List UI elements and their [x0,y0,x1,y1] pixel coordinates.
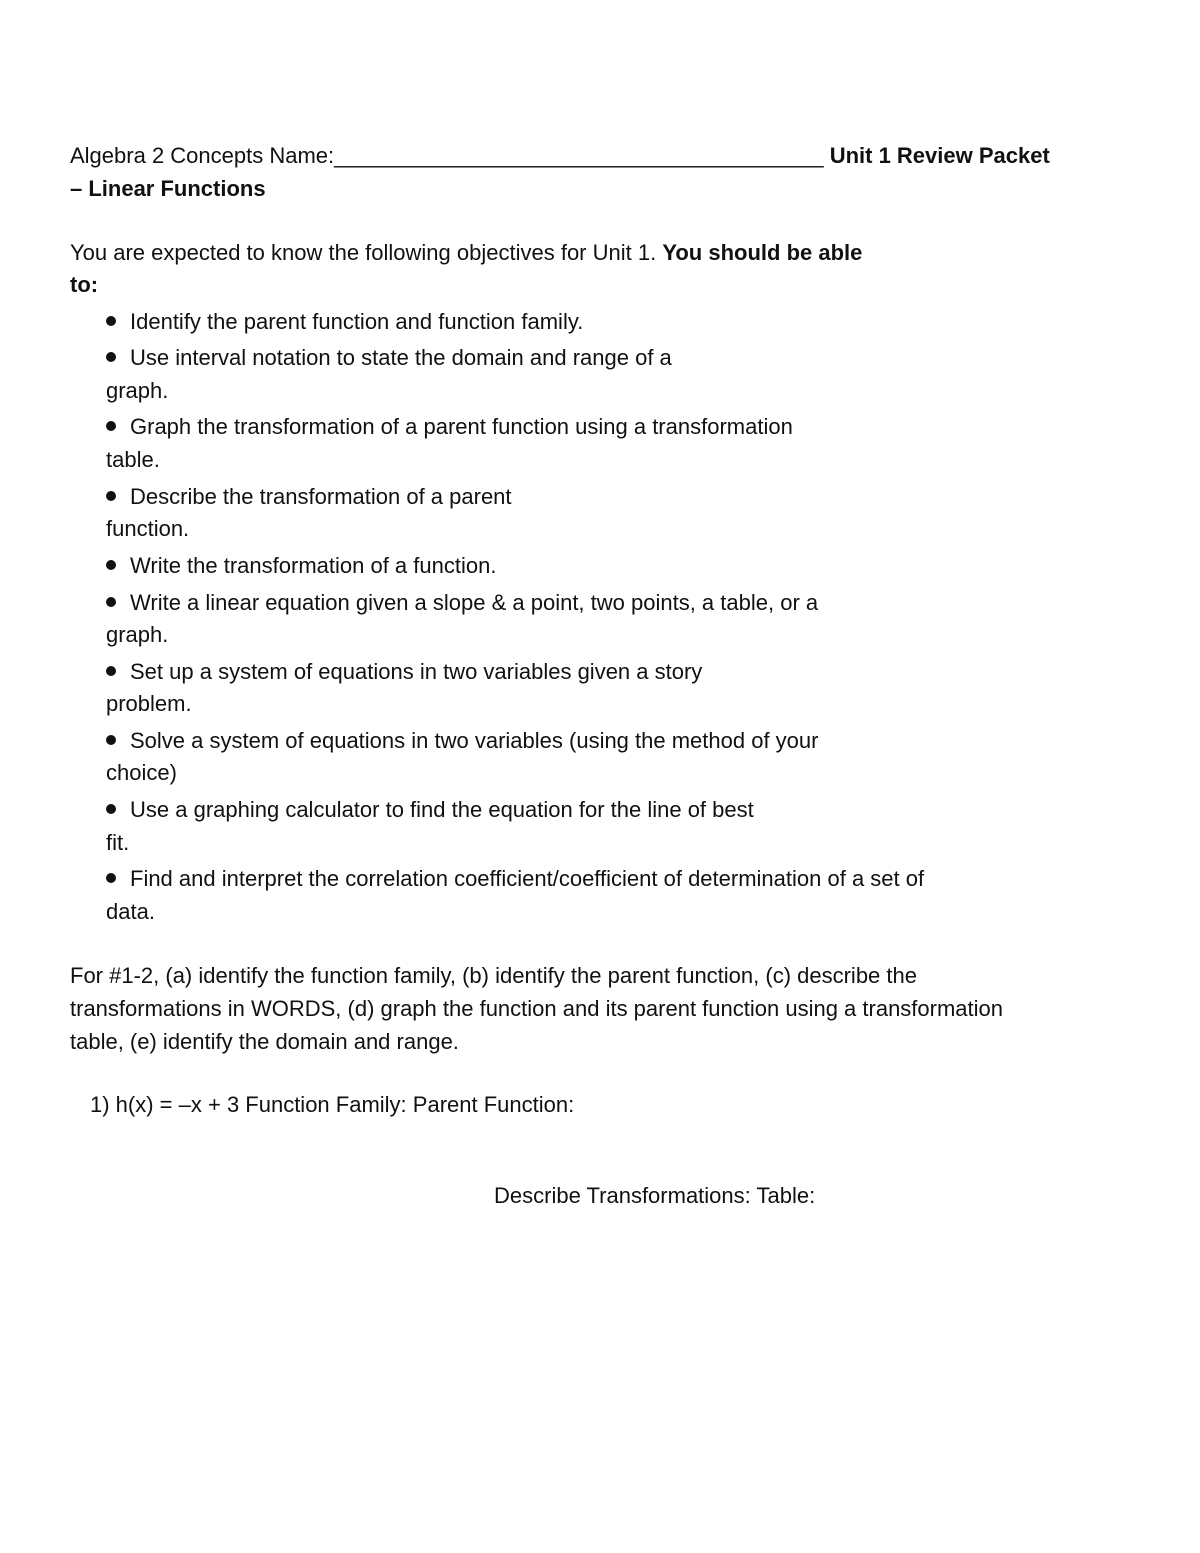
bullet-icon [106,804,116,814]
list-item-continuation: choice) [106,760,177,785]
list-item-continuation: data. [106,899,155,924]
instructions-line: transformations in WORDS, (d) graph the function and its parent function using a transformation [70,996,1004,1021]
packet-subtitle: – Linear Functions [70,176,266,201]
header-line [70,143,1050,169]
list-item: Graph the transformation of a parent function using a transformation [106,414,793,440]
list-item: Describe the transformation of a parent [106,484,512,510]
name-blank: ________________________________________ [334,143,824,168]
list-item-continuation: table. [106,447,160,472]
list-item-continuation: graph. [106,622,169,647]
course-name-label: Algebra 2 Concepts Name: [70,143,335,168]
bullet-icon [106,421,116,431]
list-item: Use interval notation to state the domain and range of a [106,345,672,371]
list-item-continuation: problem. [106,691,192,716]
list-item: Solve a system of equations in two variables (using the method of your [106,728,818,754]
bullet-icon [106,666,116,676]
intro-line [70,240,862,266]
problem-1-subheadings: Describe Transformations: Table: [494,1183,816,1208]
list-item-continuation: graph. [106,378,169,403]
problem-1: 1) h(x) = –x + 3 Function Family: Parent Function: [90,1092,575,1117]
bullet-icon [106,597,116,607]
list-item-continuation: function. [106,516,190,541]
list-item: Find and interpret the correlation coefficient/coefficient of determination of a set of [106,866,924,892]
list-item: Write a linear equation given a slope & a point, two points, a table, or a [106,590,818,616]
bullet-icon [106,560,116,570]
list-item: Write the transformation of a function. [106,553,496,579]
list-item: Identify the parent function and function family. [106,309,583,335]
bullet-icon [106,352,116,362]
intro-text: You are expected to know the following objectives for Unit 1. [70,240,657,265]
bullet-icon [106,491,116,501]
instructions-line: table, (e) identify the domain and range. [70,1029,459,1054]
list-item: Set up a system of equations in two variables given a story [106,659,702,685]
intro-bold-continuation: to: [70,272,99,297]
intro-bold-text: You should be able [662,240,863,265]
bullet-icon [106,873,116,883]
packet-title: Unit 1 Review Packet [829,143,1050,168]
list-item-continuation: fit. [106,830,130,855]
bullet-icon [106,735,116,745]
instructions-line: For #1-2, (a) identify the function family, (b) identify the parent function, (c) describe the [70,963,917,988]
bullet-icon [106,316,116,326]
list-item: Use a graphing calculator to find the equation for the line of best [106,797,754,823]
